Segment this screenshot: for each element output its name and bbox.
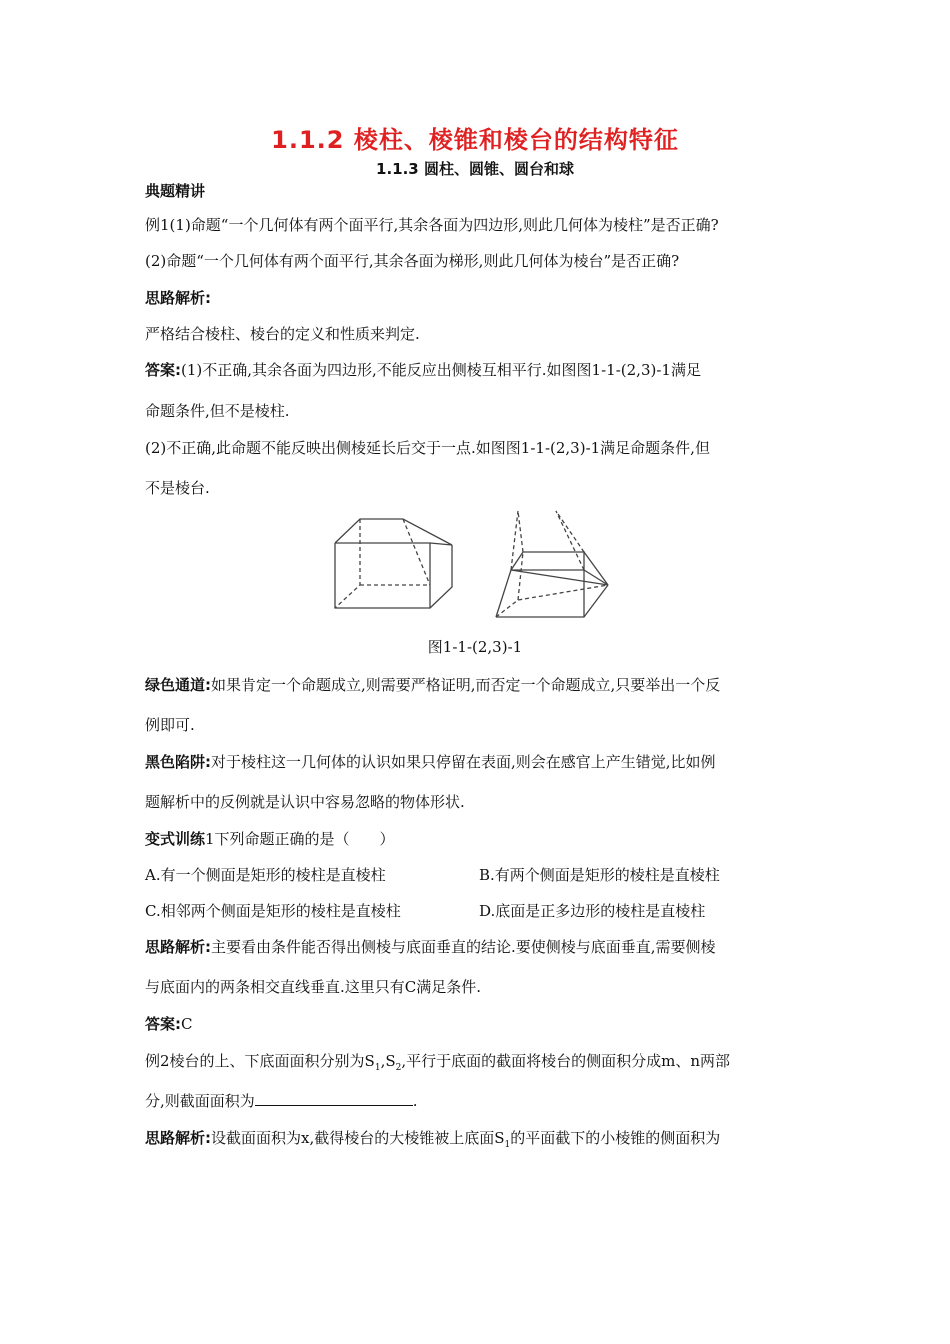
example2-text-part5: . [412,1092,418,1110]
example2-analysis-part2: 的平面截下的小棱锥的侧面积为 [510,1129,721,1147]
example1-question1: 例1(1)命题“一个几何体有两个面平行,其余各面为四边形,则此几何体为棱柱”是否正确? [145,216,719,234]
example2-text-part3: ,平行于底面的截面将棱台的侧面积分成m、n两部 [401,1052,730,1070]
answer-text: (1)不正确,其余各面为四边形,不能反应出侧棱互相平行.如图图1-1-(2,3)-1满足 [181,361,701,379]
geometry-figure [330,505,630,630]
variation1-analysis-line2: 与底面内的两条相交直线垂直.这里只有C满足条件. [145,978,482,996]
example1-answer-line3: (2)不正确,此命题不能反映出侧棱延长后交于一点.如图图1-1-(2,3)-1满足命题条件,但 [145,439,710,457]
frustum-like-solid [496,511,608,617]
example2-text-part1: 例2棱台的上、下底面面积分别为S [145,1052,375,1070]
option-a: A.有一个侧面是矩形的棱柱是直棱柱 [145,866,386,884]
page-subtitle: 1.1.3 圆柱、圆锥、圆台和球 [376,160,574,178]
variation1-analysis-text: 主要看由条件能否得出侧棱与底面垂直的结论.要使侧棱与底面垂直,需要侧棱 [211,938,716,956]
section-label: 典题精讲 [145,182,206,200]
black-trap-line2: 题解析中的反例就是认识中容易忽略的物体形状. [145,793,465,811]
example2-analysis-label: 思路解析: [145,1129,211,1147]
variation1-answer-label: 答案: [145,1015,181,1033]
answer-label: 答案: [145,361,181,379]
option-c: C.相邻两个侧面是矩形的棱柱是直棱柱 [145,902,401,920]
green-channel-line2: 例即可. [145,716,195,734]
variation1-question [145,828,825,849]
green-channel-line1 [145,674,825,695]
answer-blank [255,1091,413,1106]
green-channel-text: 如果肯定一个命题成立,则需要严格证明,而否定一个命题成立,只要举出一个反 [211,676,721,694]
option-b: B.有两个侧面是矩形的棱柱是直棱柱 [479,866,720,884]
example2-analysis-line1 [145,1127,825,1150]
figure-caption: 图1-1-(2,3)-1 [427,638,523,656]
variation1-answer-value: C [181,1015,193,1033]
example2-analysis-part1: 设截面面积为x,截得棱台的大棱锥被上底面S [211,1129,505,1147]
black-trap-line1 [145,751,825,772]
variation1-answer [145,1013,825,1034]
example1-answer-line4: 不是棱台. [145,479,210,497]
option-d: D.底面是正多边形的棱柱是直棱柱 [479,902,706,920]
variation1-label: 变式训练 [145,830,206,848]
variation1-analysis-label: 思路解析: [145,938,211,956]
example1-answer-line2: 命题条件,但不是棱柱. [145,402,290,420]
variation1-analysis-line1 [145,936,825,957]
example1-answer-line1 [145,359,825,380]
subscript-1: 1 [374,1063,381,1073]
example2-text-part2: ,S [380,1052,396,1070]
page-title: 1.1.2 棱柱、棱锥和棱台的结构特征 [271,126,679,154]
subscript-3: 1 [504,1140,511,1150]
example1-analysis-label: 思路解析: [145,289,211,307]
subscript-2: 2 [395,1063,402,1073]
prism-like-solid [335,519,452,608]
example2-text-part4: 分,则截面面积为 [145,1092,255,1110]
example1-question2: (2)命题“一个几何体有两个面平行,其余各面为梯形,则此几何体为棱台”是否正确? [145,252,680,270]
example1-analysis-text: 严格结合棱柱、棱台的定义和性质来判定. [145,325,420,343]
black-trap-text: 对于棱柱这一几何体的认识如果只停留在表面,则会在感官上产生错觉,比如例 [211,753,716,771]
black-trap-label: 黑色陷阱: [145,753,211,771]
variation1-text: 1下列命题正确的是（ ） [205,830,395,848]
green-channel-label: 绿色通道: [145,676,211,694]
example2-line1 [145,1050,825,1073]
example2-line2 [145,1090,825,1111]
